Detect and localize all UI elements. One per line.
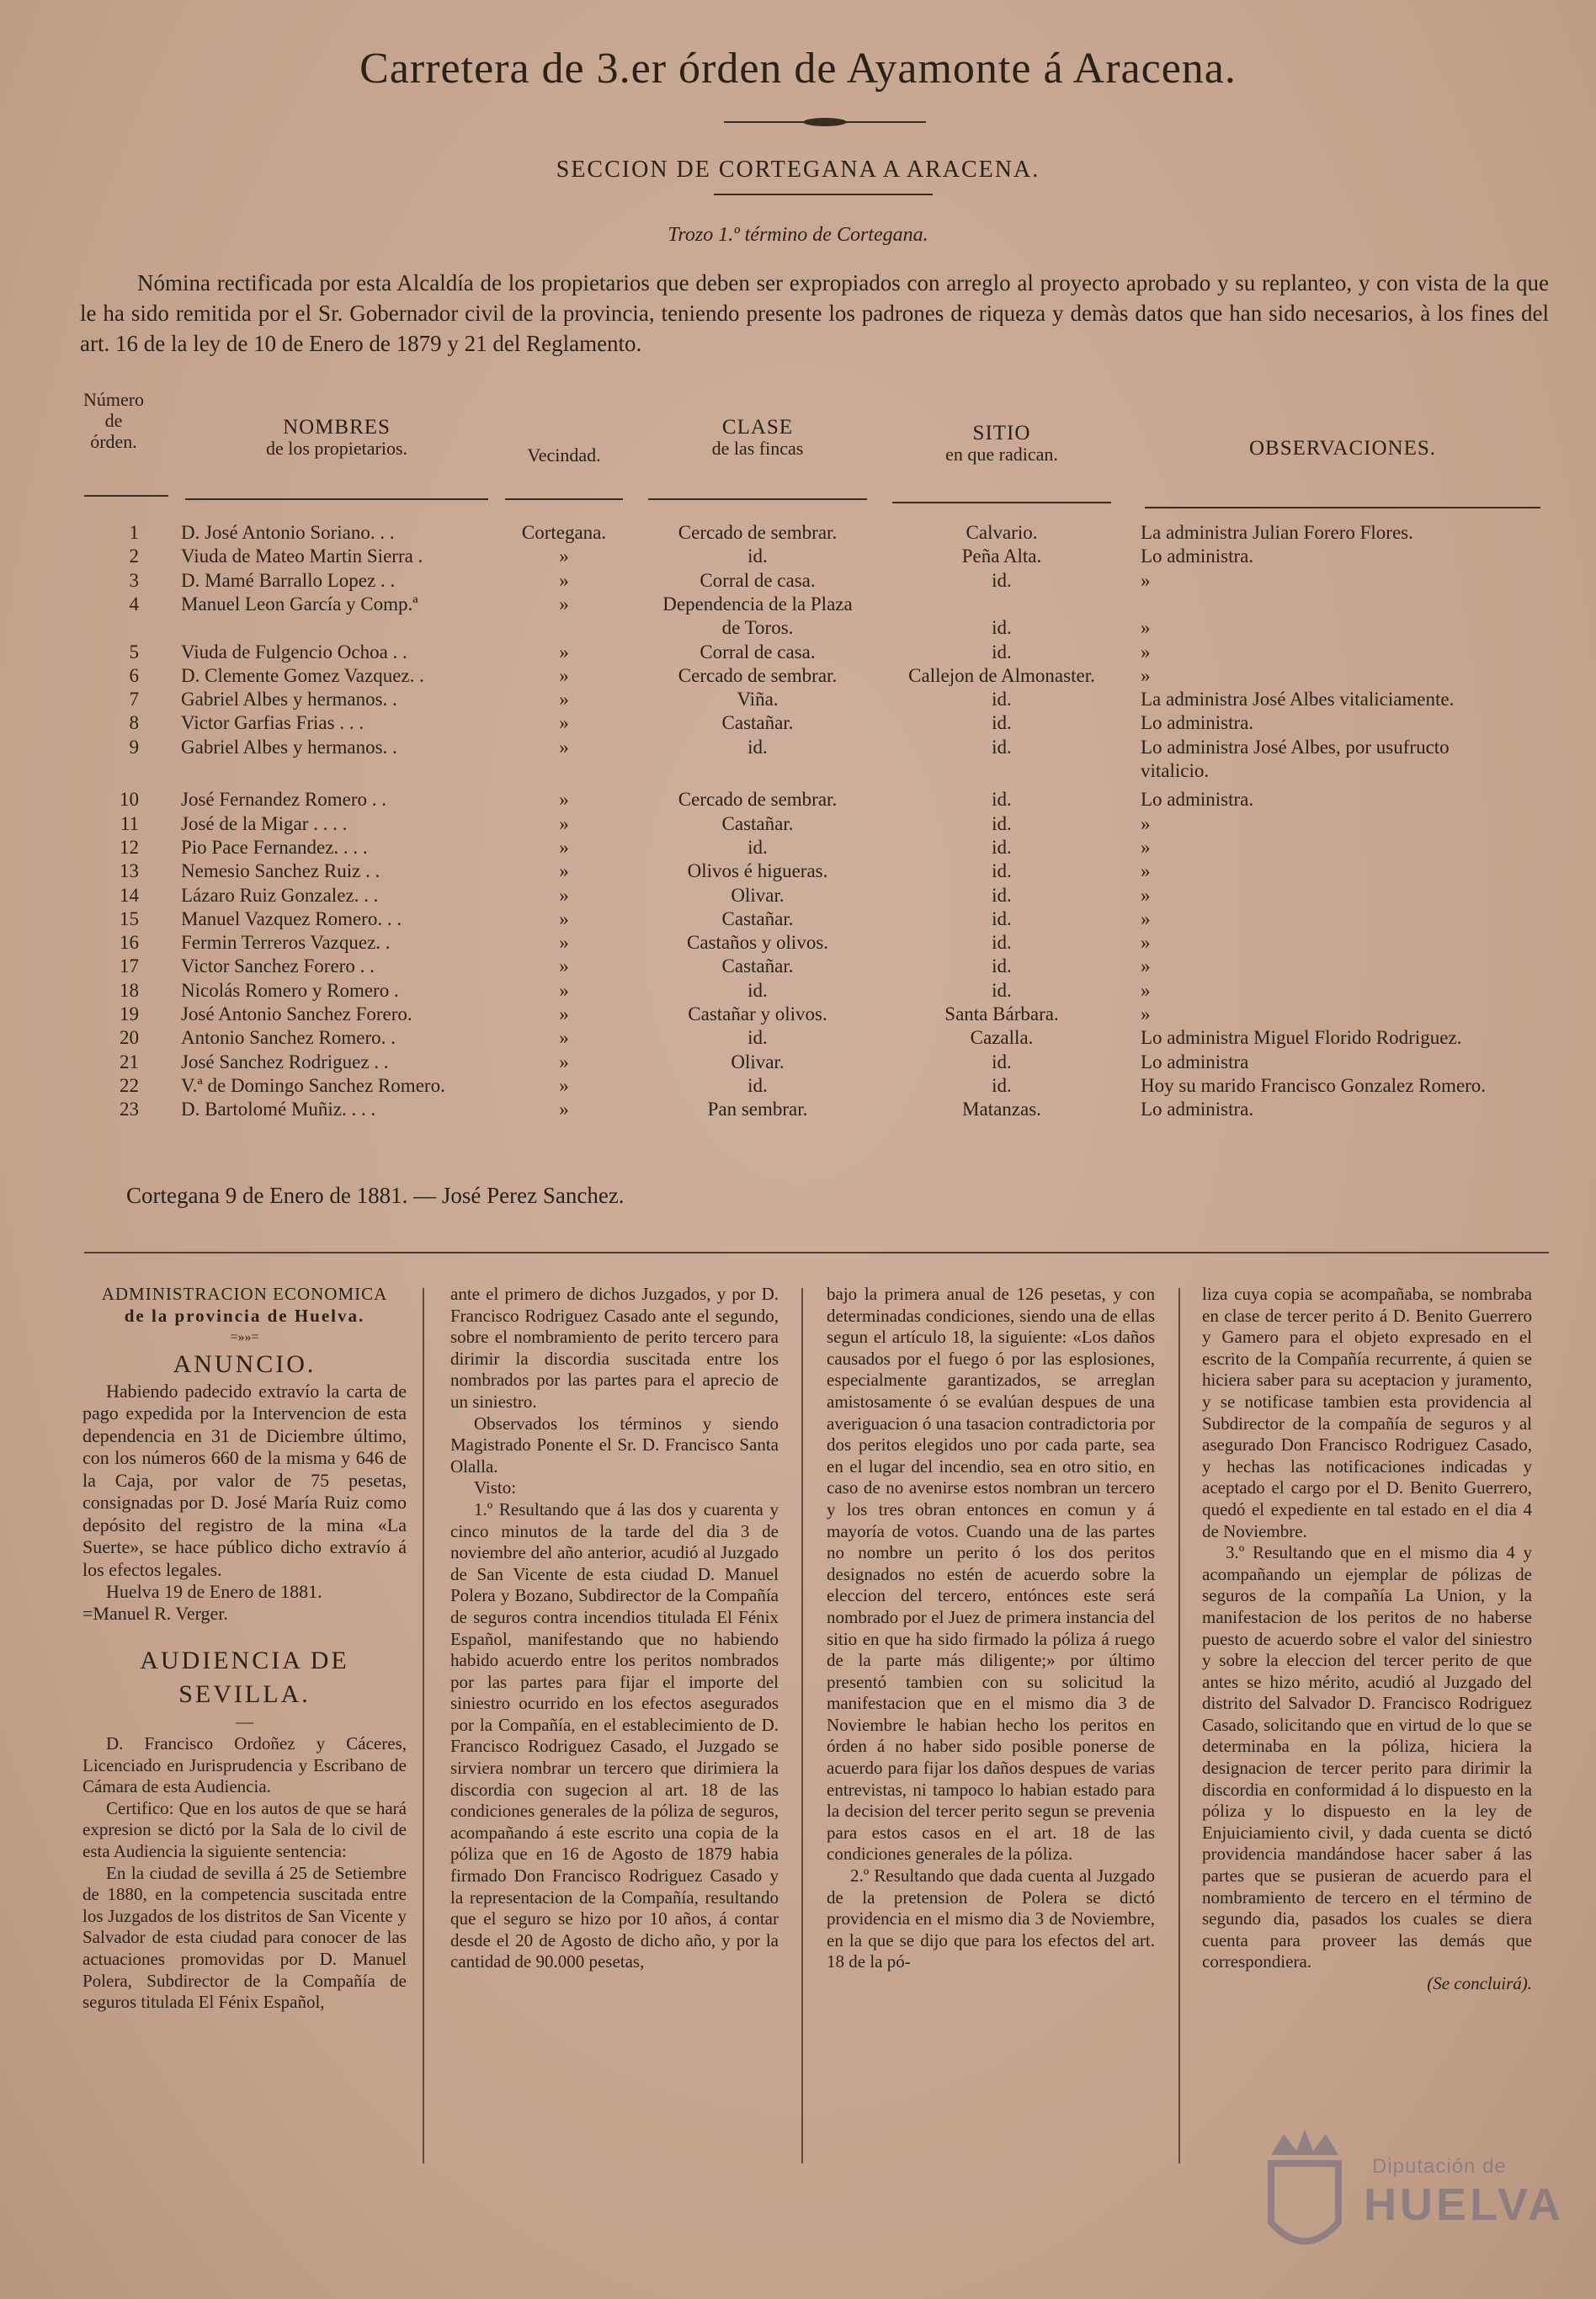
table-row (0, 908, 1596, 934)
cell-vec: » (559, 789, 569, 811)
table-row (0, 955, 1596, 981)
table-row (0, 641, 1596, 667)
cell-vec: » (559, 593, 569, 615)
cell-num: 8 (129, 712, 139, 734)
cell-name: Manuel Leon García y Comp.ª (181, 593, 418, 615)
cell-obs: » (1141, 907, 1151, 929)
archive-watermark: Diputación de HUELVA (1246, 2121, 1524, 2273)
cell-num: 21 (120, 1051, 139, 1072)
cell-cls: id. (747, 836, 768, 858)
cell-cls: id. (747, 545, 768, 567)
cell-vec: » (559, 712, 569, 734)
cell-vec: » (559, 1051, 569, 1072)
cell-num: 22 (120, 1074, 139, 1096)
cell-vec: » (559, 836, 569, 858)
cell-sit: id. (992, 569, 1012, 591)
cell-name: D. Mamé Barrallo Lopez . . (181, 569, 396, 591)
table-row (0, 760, 1596, 785)
cell-sit: Calvario. (966, 522, 1038, 543)
header-rule (185, 498, 488, 500)
cell-name: Gabriel Albes y hermanos. . (181, 689, 397, 710)
cell-cls: Castañar. (721, 955, 794, 977)
cell-name: D. José Antonio Soriano. . . (181, 522, 395, 543)
col3-para-2: 2.º Resultando que dada cuenta al Juzgado de la pretension de Polera se dictó providencia en el mismo dia 3 de Noviembre, en la que se dijo que para los efectos del art. 18 de la pó- (827, 1865, 1155, 1972)
table-row (0, 860, 1596, 886)
table-row (0, 1075, 1596, 1100)
cell-obs: » (1141, 641, 1151, 663)
cell-name: Nemesio Sanchez Ruiz . . (181, 860, 380, 882)
col2-para-4: 1.º Resultando que á las dos y cuarenta y cinco minutos de la tarde del dia 3 de noviembre del año anterior, acudió al Juzgado de San Vicente de esta ciudad D. Manuel Polera y Bozano, Subdirector de la Compañía de seguros contra incendios titulada El Fénix Español, manifestando que no habiendo habido acuerdo entre los peritos nombrados por las partes para fijar el importe del siniestro ocurrido en los efectos asegurados por la Compañía, en el establecimiento de D. Francisco Rodriguez Casado, el Juzgado se sirviera nombrar un tercero que dirimiera la discordia con sugecion al art. 18 de las condiciones generales de la póliza de seguros, acompañando á este escrito una copia de la póliza que en 16 de Agosto de 1879 habia firmado Don Francisco Rodriguez Casado y la representacion de la Compañía, resultando que el seguro se hizo por 10 años, á contar desde el 20 de Agosto de dicho año, y por la cantidad de 90.000 pesetas, (450, 1498, 779, 1972)
cell-cls: Castañar y olivos. (688, 1003, 827, 1024)
cell-sit: id. (992, 1074, 1012, 1096)
table-row (0, 545, 1596, 571)
anuncio-date: Huelva 19 de Enero de 1881. (106, 1581, 322, 1603)
cell-obs: vitalicio. (1141, 760, 1210, 781)
cell-num: 5 (129, 641, 139, 663)
cell-sit: id. (992, 712, 1012, 734)
cell-vec: » (559, 955, 569, 977)
header-rule (84, 495, 168, 497)
cell-obs: » (1141, 617, 1151, 639)
cell-vec: » (559, 1074, 569, 1096)
table-row (0, 522, 1596, 547)
table-row (0, 1051, 1596, 1077)
cell-obs: La administra Julian Forero Flores. (1141, 522, 1413, 543)
cell-cls: Olivos é higueras. (687, 860, 828, 882)
cell-obs: » (1141, 664, 1151, 686)
table-row (0, 712, 1596, 737)
cell-vec: » (559, 884, 569, 906)
cell-name: Pio Pace Fernandez. . . . (181, 836, 368, 858)
table-row (0, 1027, 1596, 1052)
cell-name: Lázaro Ruiz Gonzalez. . . (181, 884, 379, 906)
cell-num: 6 (129, 664, 139, 686)
section-rule (714, 194, 933, 195)
cell-sit: Matanzas. (962, 1099, 1041, 1120)
cell-num: 12 (120, 836, 139, 858)
cell-vec: » (559, 860, 569, 882)
ornament: =»»= (230, 1330, 259, 1345)
cell-num: 16 (120, 932, 139, 954)
cell-vec: » (559, 664, 569, 686)
cell-cls: Castaños y olivos. (686, 932, 829, 954)
cell-name: D. Clemente Gomez Vazquez. . (181, 664, 424, 686)
cell-vec: » (559, 979, 569, 1001)
cell-name: Antonio Sanchez Romero. . (181, 1027, 396, 1049)
cell-cls: id. (747, 736, 768, 758)
cell-sit: Cazalla. (970, 1027, 1034, 1049)
cell-vec: » (559, 689, 569, 710)
cell-num: 18 (120, 979, 139, 1001)
admin-subheading: de la provincia de Huelva. (124, 1305, 365, 1326)
cell-sit: Peña Alta. (961, 545, 1042, 567)
cell-sit: id. (992, 641, 1012, 663)
cell-cls: Viña. (737, 689, 779, 710)
header-clase: CLASE de las fincas (711, 416, 804, 459)
audiencia-para-3: En la ciudad de sevilla á 25 de Setiembre de 1880, en la competencia suscitada entre los Juzgados de los distritos de San Vicente y Salvador de esta ciudad para conocer de las actuaciones promovidas por D. Manuel Polera, Subdirector de la Compañía de seguros titulada El Fénix Español, (82, 1862, 407, 2013)
cell-sit: id. (992, 689, 1012, 710)
cell-num: 11 (120, 812, 139, 834)
cell-name: José Sanchez Rodriguez . . (181, 1051, 389, 1072)
cell-obs: Lo administra. (1141, 789, 1254, 811)
column-rule (423, 1288, 424, 2163)
cell-obs: » (1141, 836, 1151, 858)
header-rule (1145, 507, 1540, 508)
cell-cls: Cercado de sembrar. (678, 522, 838, 543)
header-numero: Número de órden. (82, 389, 145, 452)
col4-para-2: 3.º Resultando que en el mismo dia 4 y acompañando un ejemplar de pólizas de seguros de la compañía La Union, y la manifestacion de los peritos de no haberse puesto de acuerdo sobre el valor del siniestro y sobre la eleccion del tercer perito de que antes se hizo mérito, acudió al Juzgado del distrito del Salvador D. Francisco Rodriguez Casado, solicitando que en virtud de lo que se determinaba en la póliza, hiciera la designacion de tercer perito para dirimir la discordia en conformidad á lo dispuesto en la póliza y lo dispuesto en la ley de Enjuiciamiento civil, y dada cuenta se dictó providencia mandándose hacer saber á las partes que se pusieran de acuerdo para el nombramiento de tercero en el término de segundo dia, pasados los cuales se diera cuenta para proveer las demás que correspondiera. (1202, 1542, 1532, 1972)
cell-obs: Lo administra. (1141, 545, 1254, 567)
column-1 (82, 1284, 407, 2014)
audiencia-para-2: Certifico: Que en los autos de que se hará expresion se dictó por la Sala de lo civil de esta Audiencia la siguiente sentencia: (82, 1797, 407, 1862)
table-row (0, 593, 1596, 619)
cell-obs: » (1141, 860, 1151, 882)
cell-name: D. Bartolomé Muñiz. . . . (181, 1099, 376, 1120)
cell-num: 13 (120, 860, 139, 882)
col3-para-1: bajo la primera anual de 126 pesetas, y con determinadas condiciones, siendo una de ellas segun el artículo 18, la siguiente: «Los daños causados por el fuego ó por las esplosiones, especialmente garantizados, se arreglan amistosamente ó se evalúan despues de una averiguacion ó una tasacion contradictoria por dos peritos elegidos uno por cada parte, sea en el lugar del incendio, sea en otro sitio, en caso de no avenirse estos nombran un tercero y los tres obran entonces en comun y á mayoría de votos. Cuando una de las partes no nombre un perito ó los dos peritos designados no estén de acuerdo sobre la eleccion del tercero, entónces este será nombrado por el Juez de primera instancia del sitio en que ha sido firmado la póliza á ruego de la parte más diligente;» por último presentó tambien con su solicitud la manifestacion que en el mismo dia 3 de Noviembre le habian hecho los peritos en órden á no haber sido posible ponerse de acuerdo para fijar los daños despues de varias entrevistas, ni tampoco lo habian estado para la decision del tercer perito segun se prevenia para estos casos en el art. 18 de las condiciones generales de la póliza. (827, 1284, 1155, 1865)
cell-name: José Fernandez Romero . . (181, 789, 386, 811)
cell-obs: Lo administra. (1141, 712, 1254, 734)
cell-num: 20 (120, 1027, 139, 1049)
audiencia-heading: AUDIENCIA DE SEVILLA. (140, 1647, 349, 1709)
cell-name: Viuda de Mateo Martin Sierra . (181, 545, 423, 567)
column-2 (450, 1284, 779, 1973)
cell-cls: Cercado de sembrar. (678, 664, 838, 686)
cell-cls: Cercado de sembrar. (678, 789, 838, 811)
cell-obs: » (1141, 932, 1151, 954)
cell-sit: id. (992, 907, 1012, 929)
cell-name: José de la Migar . . . . (181, 812, 348, 834)
table-row (0, 737, 1596, 762)
anuncio-signature: =Manuel R. Verger. (82, 1602, 228, 1624)
cell-cls: id. (747, 1027, 768, 1049)
cell-vec: Cortegana. (521, 522, 607, 543)
table-row (0, 885, 1596, 910)
table-row (0, 789, 1596, 814)
cell-obs: Hoy su marido Francisco Gonzalez Romero. (1141, 1074, 1487, 1096)
cell-num: 19 (120, 1003, 139, 1024)
cell-name: Nicolás Romero y Romero . (181, 979, 399, 1001)
cell-name: Manuel Vazquez Romero. . . (181, 907, 402, 929)
header-rule (505, 498, 623, 500)
admin-heading: ADMINISTRACION ECONOMICA (101, 1284, 388, 1304)
cell-name: Gabriel Albes y hermanos. . (181, 736, 397, 758)
page-title: Carretera de 3.er órden de Ayamonte á Aracena. (359, 45, 1237, 93)
cell-name: Victor Garfias Frias . . . (181, 712, 364, 734)
cell-sit: id. (992, 1051, 1012, 1072)
cell-obs: » (1141, 979, 1151, 1001)
cell-obs: Lo administra Miguel Florido Rodriguez. (1141, 1027, 1462, 1049)
cell-obs: » (1141, 1003, 1151, 1024)
cell-num: 4 (129, 593, 139, 615)
cell-num: 9 (129, 736, 139, 758)
cell-num: 2 (129, 545, 139, 567)
cell-vec: » (559, 932, 569, 954)
cell-vec: » (559, 736, 569, 758)
cell-cls: Castañar. (721, 812, 794, 834)
header-sitio: SITIO en que radican. (945, 422, 1058, 465)
col2-para-3: Visto: (474, 1477, 517, 1498)
header-observaciones: OBSERVACIONES. (1249, 437, 1436, 460)
table-row (0, 665, 1596, 690)
cell-obs: Lo administra. (1141, 1099, 1254, 1120)
table-row (0, 570, 1596, 595)
cell-name: Viuda de Fulgencio Ochoa . . (181, 641, 407, 663)
cell-obs: » (1141, 884, 1151, 906)
anuncio-heading: ANUNCIO. (173, 1349, 317, 1378)
cell-sit: id. (992, 812, 1012, 834)
cell-cls: id. (747, 979, 768, 1001)
cell-cls: Castañar. (721, 907, 794, 929)
section-heading: SECCION DE CORTEGANA A ARACENA. (556, 157, 1040, 183)
cell-name: José Antonio Sanchez Forero. (181, 1003, 412, 1024)
table-row (0, 813, 1596, 838)
cell-sit: id. (992, 836, 1012, 858)
table-row (0, 980, 1596, 1005)
columns-divider (84, 1252, 1549, 1253)
cell-cls: Pan sembrar. (707, 1099, 808, 1120)
cell-obs: Lo administra José Albes, por usufructo (1141, 736, 1450, 758)
col4-continuation: (Se concluirá). (1427, 1973, 1532, 1993)
column-rule (801, 1288, 803, 2163)
cell-obs: La administra José Albes vitaliciamente. (1141, 689, 1455, 710)
table-row (0, 1003, 1596, 1029)
cell-sit: id. (992, 979, 1012, 1001)
cell-num: 1 (129, 522, 139, 543)
cell-vec: » (559, 812, 569, 834)
cell-cls: Corral de casa. (700, 641, 816, 663)
cell-num: 23 (120, 1099, 139, 1120)
cell-num: 17 (120, 955, 139, 977)
col2-para-2: Observados los términos y siendo Magistrado Ponente el Sr. D. Francisco Santa Olalla. (450, 1413, 779, 1477)
trozo-subtitle: Trozo 1.º término de Cortegana. (668, 224, 928, 246)
cell-name: V.ª de Domingo Sanchez Romero. (181, 1074, 445, 1096)
cell-sit: id. (992, 932, 1012, 954)
cell-sit: id. (992, 736, 1012, 758)
cell-vec: » (559, 545, 569, 567)
cell-vec: » (559, 641, 569, 663)
cell-cls: Corral de casa. (700, 569, 816, 591)
cell-vec: » (559, 1027, 569, 1049)
cell-sit: id. (992, 860, 1012, 882)
col2-para-1: ante el primero de dichos Juzgados, y por D. Francisco Rodriguez Casado ante el segundo, sobre el nombramiento de perito tercero para dirimir la discordia suscitada entre los nombrados por las partes para el aprecio de un siniestro. (450, 1284, 779, 1412)
anuncio-text: Habiendo padecido extravío la carta de pago expedida por la Intervencion de esta dependencia en 31 de Diciembre último, con los números 660 de la misma y 646 de la Caja, por valor de 75 pesetas, consignadas por D. José María Ruiz como depósito del registro de la mina «La Suerte», se hace público dicho extravío á los efectos legales. (82, 1380, 407, 1580)
cell-num: 3 (129, 569, 139, 591)
header-nombres: NOMBRES de los propietarios. (265, 416, 408, 459)
table-row (0, 837, 1596, 862)
table-row (0, 617, 1596, 642)
cell-sit: Callejon de Almonaster. (908, 664, 1095, 686)
cell-sit: id. (992, 617, 1012, 639)
cell-obs: » (1141, 955, 1151, 977)
cell-cls: de Toros. (721, 617, 794, 639)
crown-shield-icon (1254, 2121, 1355, 2264)
table-row (0, 689, 1596, 714)
cell-num: 15 (120, 907, 139, 929)
header-rule (892, 502, 1111, 503)
intro-paragraph: Nómina rectificada por esta Alcaldía de los propietarios que deben ser expropiados con arreglo al proyecto aprobado y su replanteo, y con vista de la que le ha sido remitida por el Sr. Gobernador civil de la provincia, teniendo presente los padrones de riqueza y demàs datos que han sido necesarios, à los fines del art. 16 de la ley de 10 de Enero de 1879 y 21 del Reglamento. (80, 270, 1549, 356)
cell-sit: id. (992, 884, 1012, 906)
cell-vec: » (559, 569, 569, 591)
cell-cls: Dependencia de la Plaza (662, 593, 853, 615)
cell-name: Fermin Terreros Vazquez. . (181, 932, 391, 954)
cell-vec: » (559, 1003, 569, 1024)
cell-sit: Santa Bárbara. (944, 1003, 1059, 1024)
column-rule (1178, 1288, 1180, 2163)
cell-num: 10 (120, 789, 139, 811)
cell-cls: Olivar. (731, 1051, 785, 1072)
column-3 (827, 1284, 1155, 1973)
table-row (0, 1099, 1596, 1124)
cell-cls: Castañar. (721, 712, 794, 734)
cell-sit: id. (992, 789, 1012, 811)
col4-para-1: liza cuya copia se acompañaba, se nombraba en clase de tercer perito á D. Benito Guerrero y Gamero para el objeto expresado en el escrito de la Compañía recurrente, á quien se hiciera saber para su aceptacion y juramento, y se notificase tambien esta providencia al Subdirector de la compañía de seguros y al asegurado Don Francisco Rodriguez Casado, y hechas las notificaciones indicadas y aceptado el cargo por el D. Benito Guerrero, quedó el expediente en tal estado en el dia 4 de Noviembre. (1202, 1284, 1532, 1541)
cell-vec: » (559, 907, 569, 929)
table-row (0, 932, 1596, 957)
cell-sit: id. (992, 955, 1012, 977)
cell-name: Victor Sanchez Forero . . (181, 955, 375, 977)
cell-obs: » (1141, 569, 1151, 591)
column-4 (1202, 1284, 1532, 1995)
cell-vec: » (559, 1099, 569, 1120)
header-vecindad: Vecindad. (527, 444, 601, 466)
cell-obs: » (1141, 812, 1151, 834)
audiencia-dash: — (236, 1711, 253, 1732)
header-rule (648, 498, 867, 500)
cell-num: 7 (129, 689, 139, 710)
cell-obs: Lo administra (1141, 1051, 1249, 1072)
audiencia-para-1: D. Francisco Ordoñez y Cáceres, Licenciado en Jurisprudencia y Escribano de Cámara de esta Audiencia. (82, 1733, 407, 1797)
table-footer-signature: Cortegana 9 de Enero de 1881. — José Perez Sanchez. (126, 1183, 625, 1208)
cell-num: 14 (120, 884, 139, 906)
cell-cls: Olivar. (731, 884, 785, 906)
cell-cls: id. (747, 1074, 768, 1096)
title-ornament (724, 116, 926, 128)
